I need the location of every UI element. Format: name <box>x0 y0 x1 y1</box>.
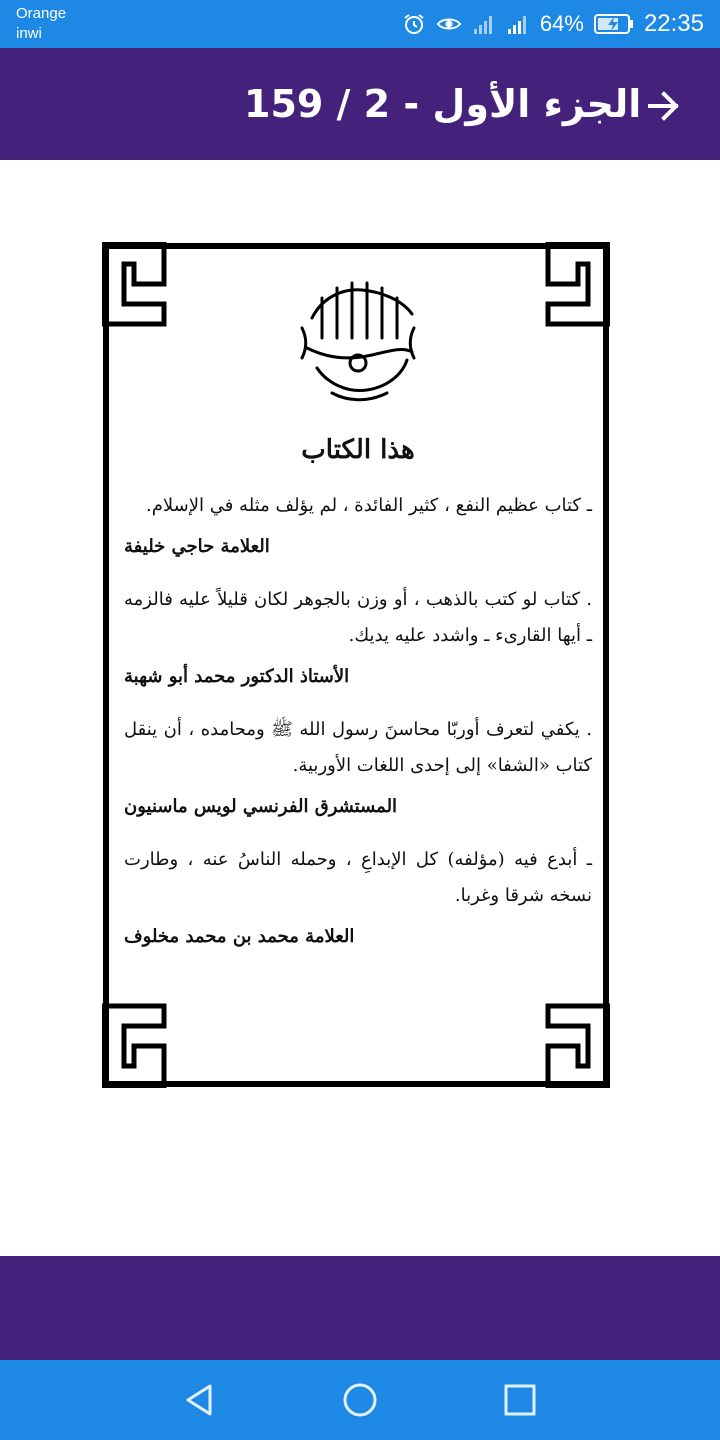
quote-author: العلامة حاجي خليفة <box>124 536 270 557</box>
quote-author: الأستاذ الدكتور محمد أبو شهبة <box>124 666 350 687</box>
eye-comfort-icon <box>436 12 462 36</box>
page-title: الجزء الأول - 2 / 159 <box>244 82 642 126</box>
bottom-bar <box>0 1256 720 1360</box>
clock: 22:35 <box>643 10 704 37</box>
carrier-info <box>16 4 66 44</box>
quote-author: المستشرق الفرنسي لويس ماسنيون <box>124 796 398 817</box>
quote-text: . كتاب لو كتب بالذهب ، أو وزن بالجوهر لكان قليلاً عليه فالزمه ـ أيها القارىء ـ واشدد عليه يديك. <box>124 589 592 646</box>
signal-sim1-icon <box>472 12 496 36</box>
app-bar <box>0 48 720 160</box>
basmala-calligraphy <box>292 268 424 418</box>
quote-text: ـ أبدع فيه (مؤلفه) كل الإبداعِ ، وحمله الناسُ عنه ، وطارت نسخه شرقا وغربا. <box>124 849 592 906</box>
nav-home-button[interactable] <box>340 1380 380 1420</box>
battery-percent: 64% <box>539 11 584 36</box>
page-text <box>124 432 592 972</box>
signal-sim2-icon <box>506 12 530 36</box>
carrier-secondary: inwi <box>16 25 42 42</box>
quote-text: ـ كتاب عظيم النفع ، كثير الفائدة ، لم يؤلف مثله في الإسلام. <box>146 495 592 516</box>
arrow-right-icon <box>644 86 684 126</box>
nav-recents-button[interactable] <box>500 1380 540 1420</box>
book-heading: هذا الكتاب <box>301 435 415 465</box>
quote-author: العلامة محمد بن محمد مخلوف <box>124 926 355 947</box>
quote-text: . يكفي لتعرف أوربّا محاسنَ رسول الله ﷺ ومحامده ، أن ينقل كتاب «الشفا» إلى إحدى اللغات الأوربية. <box>124 719 592 776</box>
back-button[interactable] <box>636 78 692 134</box>
carrier-name: Orange <box>16 5 67 22</box>
circle-home-icon <box>342 1382 378 1418</box>
navigation-bar <box>0 1360 720 1440</box>
square-recents-icon <box>503 1383 537 1417</box>
battery-charging-icon <box>594 13 634 35</box>
status-icons <box>402 0 704 48</box>
nav-back-button[interactable] <box>180 1380 220 1420</box>
status-bar <box>0 0 720 48</box>
book-page <box>102 242 610 1088</box>
book-page-viewer[interactable] <box>0 160 720 1256</box>
triangle-back-icon <box>182 1382 218 1418</box>
alarm-icon <box>402 12 426 36</box>
